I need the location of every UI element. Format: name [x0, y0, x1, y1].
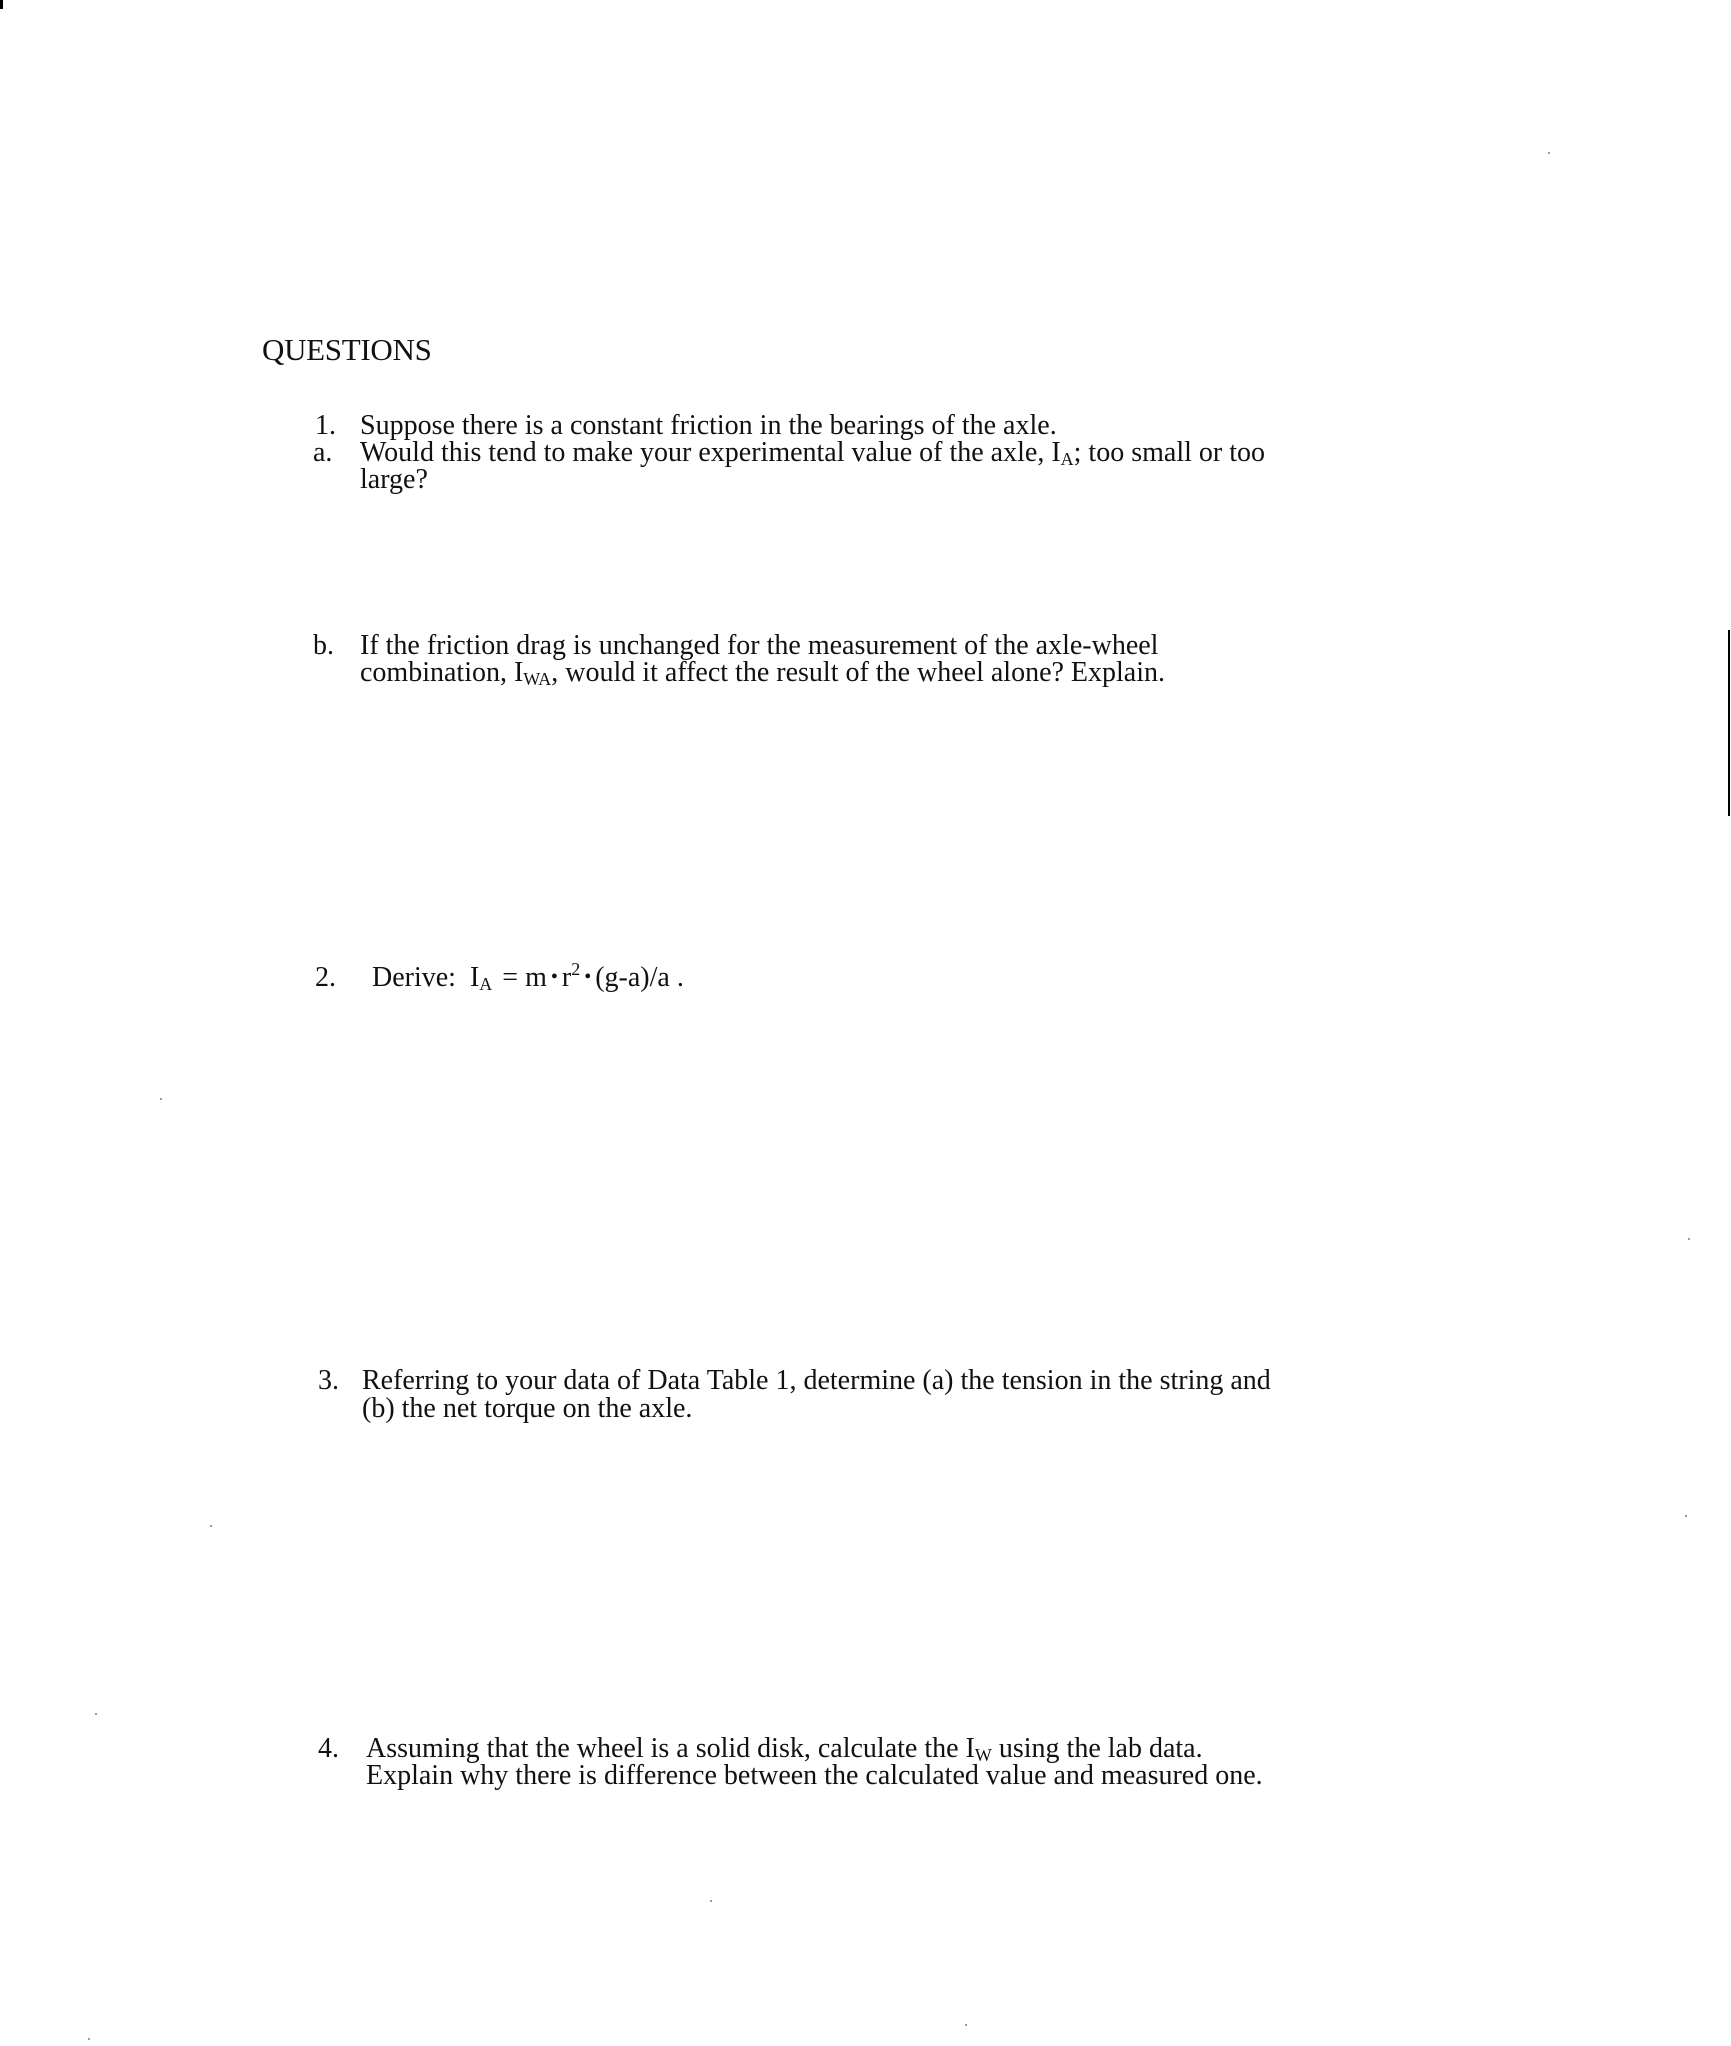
scan-speck [1688, 1238, 1690, 1240]
part-text-line-1 [360, 437, 1265, 469]
multiply-dot-icon: • [584, 966, 592, 988]
scan-speck [1548, 152, 1550, 154]
question-number: 2. [315, 962, 336, 993]
text-segment: , would it affect the result of the wheel alone? Explain. [551, 657, 1166, 688]
subscript: W [974, 1745, 992, 1765]
scan-speck [160, 1098, 162, 1100]
question-text: Suppose there is a constant friction in the bearings of the axle. [360, 410, 1057, 441]
scan-speck [88, 2038, 90, 2040]
part-label: b. [313, 630, 334, 661]
subscript: A [1060, 449, 1074, 469]
text-segment: Assuming that the wheel is a solid disk, calculate the I [366, 1733, 975, 1764]
formula-lhs: I [469, 962, 480, 993]
formula-radius: r [561, 962, 572, 993]
part-text-line-2: large? [360, 464, 428, 495]
subscript: WA [523, 669, 552, 689]
scan-edge-line [1728, 630, 1730, 816]
derive-formula [372, 959, 684, 994]
text-segment: ; too small or too [1073, 437, 1265, 468]
questions-heading: QUESTIONS [262, 332, 432, 367]
scan-speck [1685, 1515, 1687, 1517]
subscript: A [479, 974, 493, 994]
question-number: 4. [318, 1733, 339, 1764]
question-number: 1. [315, 410, 336, 441]
text-segment: using the lab data. [991, 1733, 1203, 1764]
question-text-line-2: Explain why there is difference between the calculated value and measured one. [366, 1760, 1263, 1791]
scan-speck [95, 1713, 97, 1715]
part-label: a. [313, 437, 333, 468]
text-segment: Would this tend to make your experimental value of the axle, I [360, 437, 1061, 468]
formula-rest: (g-a)/a . [595, 962, 684, 993]
question-text-line-1: Referring to your data of Data Table 1, determine (a) the tension in the string and [362, 1365, 1271, 1396]
question-text-line-2: (b) the net torque on the axle. [362, 1393, 693, 1424]
scan-speck [710, 1900, 712, 1902]
equals-sign: = [502, 962, 519, 993]
part-text-line-1: If the friction drag is unchanged for the measurement of the axle-wheel [360, 630, 1159, 661]
superscript: 2 [571, 959, 581, 979]
part-text-line-2 [360, 657, 1166, 689]
multiply-dot-icon: • [550, 966, 558, 988]
scan-speck [210, 1525, 212, 1527]
scan-corner-mark [0, 0, 3, 9]
question-number: 3. [318, 1365, 339, 1396]
text-segment: combination, I [360, 657, 524, 688]
scan-speck [965, 2024, 967, 2026]
question-text-line-1 [366, 1733, 1203, 1765]
derive-label: Derive: [372, 962, 456, 993]
formula-mass: m [525, 962, 547, 993]
